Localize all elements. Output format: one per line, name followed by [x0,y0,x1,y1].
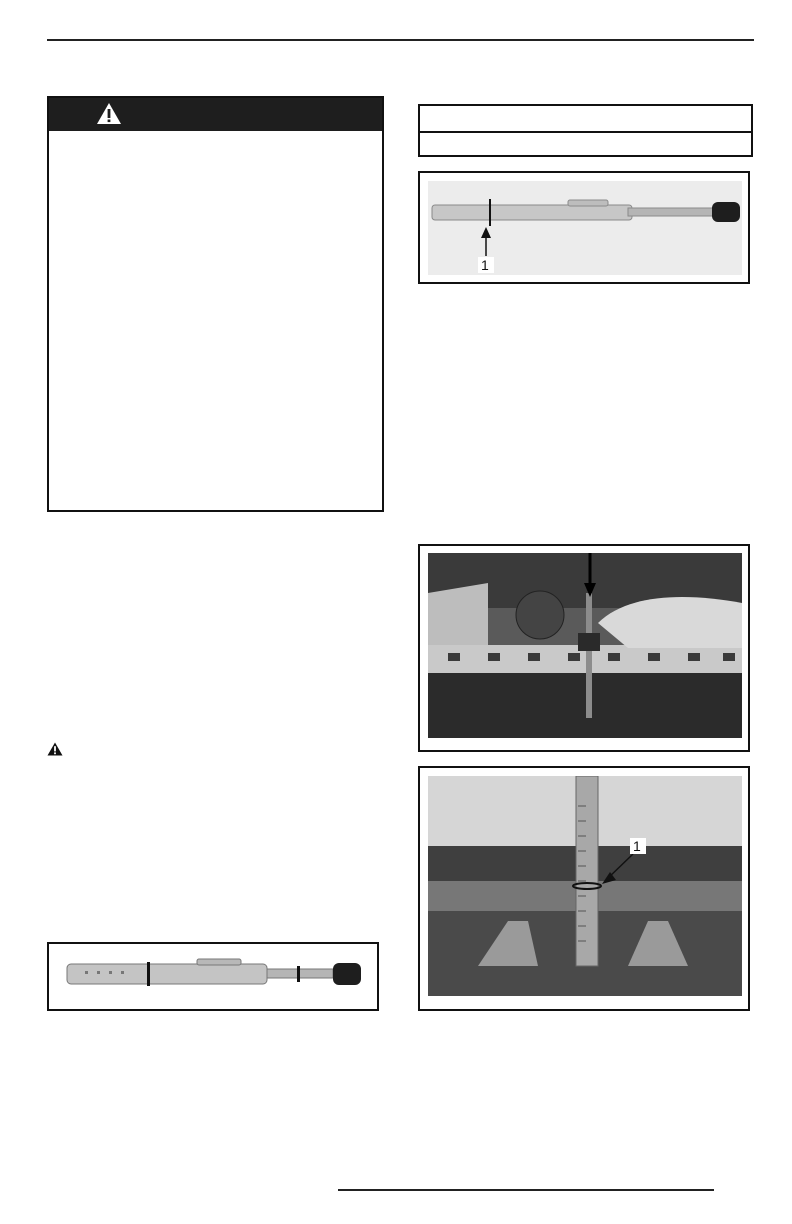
callout-number: 1 [481,257,489,273]
figure-measure [418,766,750,1011]
suspension-photo-image [428,553,742,738]
measure-photo [428,776,742,996]
gauge-tool-image [57,952,371,1002]
warning-box [47,96,384,512]
table-row [420,106,751,130]
measure-closeup-image [428,776,742,996]
header-rule [47,39,754,41]
info-table [418,104,753,157]
table-row [420,131,751,157]
figure-tool-top [418,171,750,284]
callout-number: 1 [633,838,641,854]
tool-photo [428,181,742,275]
warning-triangle-icon [96,102,122,125]
footer-rule [338,1189,714,1191]
install-photo [428,553,742,738]
warning-header [49,98,382,131]
gauge-tool-image [428,181,742,275]
figure-tool-bottom [47,942,379,1011]
warning-triangle-icon [47,742,63,756]
figure-install [418,544,750,752]
tool-photo [57,952,371,1002]
